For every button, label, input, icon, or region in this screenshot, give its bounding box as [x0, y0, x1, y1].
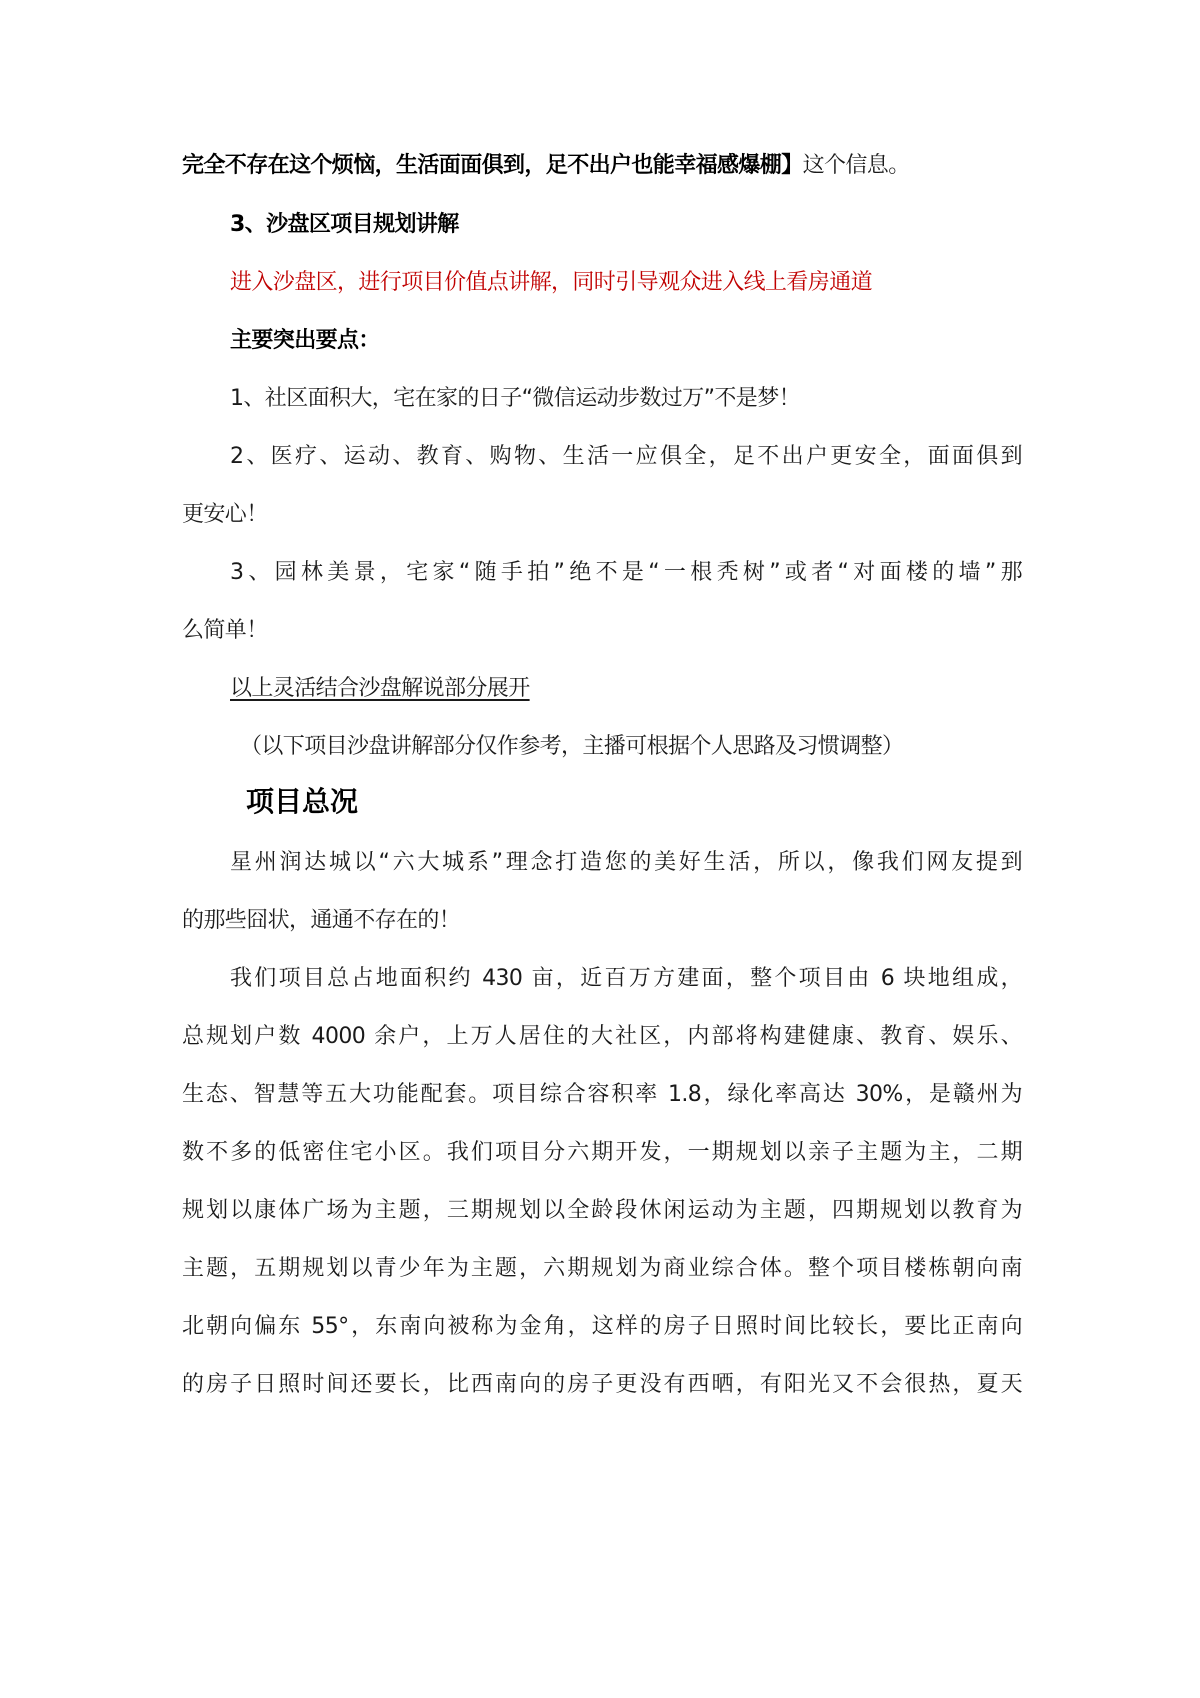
- normal-text: 这个信息。: [802, 153, 910, 178]
- red-instruction-text: 进入沙盘区，进行项目价值点讲解，同时引导观众进入线上看房通道: [230, 270, 873, 295]
- paragraph-line: [182, 151, 1022, 181]
- overview-paragraph-2-line-5: 规划以康体广场为主题，三期规划以全龄段休闲运动为主题，四期规划以教育为: [182, 1198, 1022, 1223]
- overview-paragraph-2-line-1: 我们项目总占地面积约 430 亩，近百万方建面，整个项目由 6 块地组成，: [230, 966, 1022, 991]
- overview-paragraph-1-line-2: 的那些囧状，通通不存在的！: [182, 908, 461, 933]
- overview-paragraph-2-line-8: 的房子日照时间还要长，比西南向的房子更没有西晒，有阳光又不会很热，夏天: [182, 1372, 1022, 1397]
- key-point-2-line-1: 2、医疗、运动、教育、购物、生活一应俱全，足不出户更安全，面面俱到: [230, 444, 1022, 469]
- reference-note: （以下项目沙盘讲解部分仅作参考，主播可根据个人思路及习惯调整）: [240, 734, 904, 759]
- key-point-3-line-2: 么简单！: [182, 618, 268, 643]
- overview-paragraph-2-line-3: 生态、智慧等五大功能配套。项目综合容积率 1.8，绿化率高达 30%，是赣州为: [182, 1082, 1022, 1107]
- key-point-1: 1、社区面积大，宅在家的日子“微信运动步数过万”不是梦！: [230, 386, 800, 411]
- overview-paragraph-2-line-4: 数不多的低密住宅小区。我们项目分六期开发，一期规划以亲子主题为主，二期: [182, 1140, 1022, 1165]
- section-heading-sandtable: 3、沙盘区项目规划讲解: [230, 212, 459, 237]
- overview-paragraph-2-line-6: 主题，五期规划以青少年为主题，六期规划为商业综合体。整个项目楼栋朝向南: [182, 1256, 1022, 1281]
- overview-paragraph-1-line-1: 星州润达城以“六大城系”理念打造您的美好生活，所以，像我们网友提到: [230, 850, 1022, 875]
- bold-text: 完全不存在这个烦恼，生活面面俱到，足不出户也能幸福感爆棚】: [182, 153, 803, 178]
- key-points-label: 主要突出要点：: [230, 328, 380, 353]
- key-point-3-line-1: 3、园林美景，宅家“随手拍”绝不是“一根秃树”或者“对面楼的墙”那: [230, 560, 1022, 585]
- key-point-2-line-2: 更安心！: [182, 502, 268, 527]
- section-title-project-overview: 项目总况: [246, 785, 359, 818]
- overview-paragraph-2-line-7: 北朝向偏东 55°，东南向被称为金角，这样的房子日照时间比较长，要比正南向: [182, 1314, 1022, 1339]
- underlined-note: 以上灵活结合沙盘解说部分展开: [230, 676, 530, 701]
- overview-paragraph-2-line-2: 总规划户数 4000 余户，上万人居住的大社区，内部将构建健康、教育、娱乐、: [182, 1024, 1022, 1049]
